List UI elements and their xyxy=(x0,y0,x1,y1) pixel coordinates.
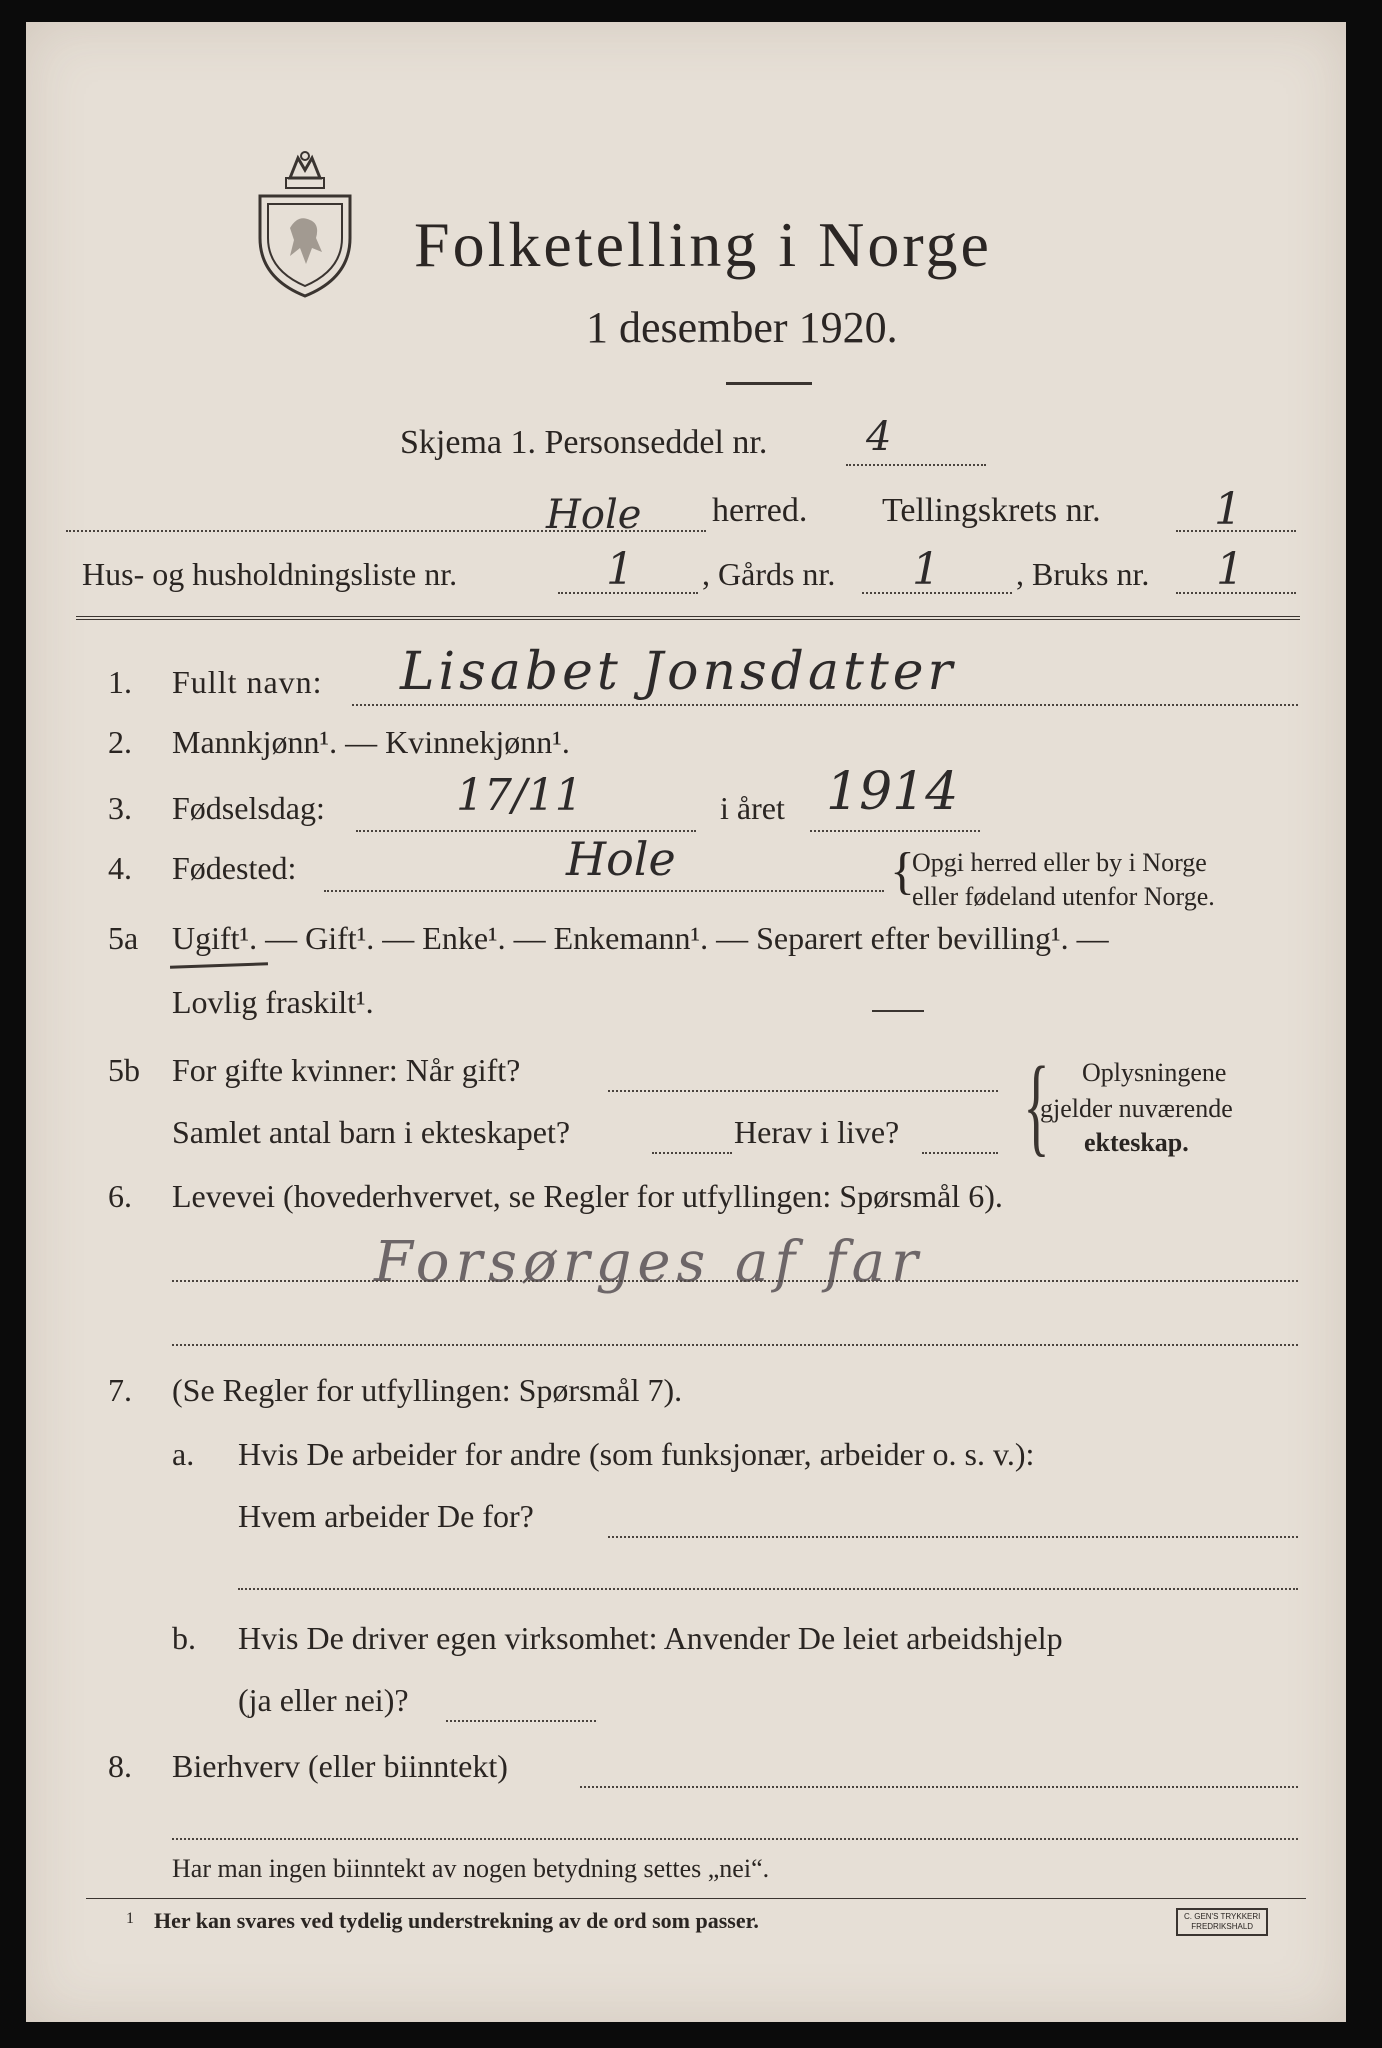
q4-label: Fødested: xyxy=(172,850,297,886)
q2-label: Mannkjønn¹. — Kvinnekjønn¹. xyxy=(172,724,570,760)
q2-number: 2. xyxy=(108,724,132,760)
q5a-dash-mark xyxy=(872,1010,924,1012)
q6-line1 xyxy=(172,1280,1298,1282)
q5b-married-line xyxy=(608,1090,998,1092)
title-divider xyxy=(726,382,812,385)
q3-label: Fødselsdag: xyxy=(172,790,325,826)
q3-year-label: i året xyxy=(720,790,785,826)
q7a-line1: Hvis De arbeider for andre (som funksjonær, arbeider o. s. v.): xyxy=(238,1436,1035,1472)
schema-label: Skjema 1. Personseddel nr. xyxy=(400,424,768,461)
herred-value: Hole xyxy=(546,492,642,538)
norway-coat-of-arms-icon xyxy=(250,148,360,298)
footnote-text: Her kan svares ved tydelig understrekning av de ord som passer. xyxy=(154,1908,759,1933)
q5a-line2: Lovlig fraskilt¹. xyxy=(172,984,374,1020)
personseddel-line xyxy=(846,464,986,466)
q5b-children-line xyxy=(652,1152,732,1154)
printer-stamp xyxy=(1176,1908,1268,1936)
q6-number: 6. xyxy=(108,1178,132,1214)
q7b-line xyxy=(446,1720,596,1722)
header-double-rule xyxy=(76,616,1300,620)
q6-line2 xyxy=(172,1344,1298,1346)
q1-label: Fullt navn: xyxy=(172,664,323,700)
q3-date-value: 17/11 xyxy=(456,770,583,821)
q4-note-bracket: { xyxy=(890,843,915,900)
printer-stamp-line2: FREDRIKSHALD xyxy=(1191,1922,1254,1931)
q3-number: 3. xyxy=(108,790,132,826)
printer-stamp-line1: C. GEN'S TRYKKERI xyxy=(1184,1912,1261,1921)
q8-number: 8. xyxy=(108,1748,132,1784)
q8-line1 xyxy=(580,1786,1298,1788)
q5b-note-line1: Oplysningene xyxy=(1082,1058,1227,1087)
q4-note-line2: eller fødeland utenfor Norge. xyxy=(912,882,1215,911)
bruks-label: , Bruks nr. xyxy=(1016,556,1150,592)
q5b-alive-label: Herav i live? xyxy=(734,1114,900,1150)
q1-name-value: Lisabet Jonsdatter xyxy=(400,642,957,702)
q3-year-line xyxy=(810,830,980,832)
footnote-rule xyxy=(86,1898,1306,1899)
q7a-line2: Hvem arbeider De for? xyxy=(238,1498,534,1534)
footnote-mark: 1 xyxy=(126,1910,134,1927)
gards-value: 1 xyxy=(912,544,940,595)
q5b-children-label: Samlet antal barn i ekteskapet? xyxy=(172,1114,571,1150)
q5b-line1: For gifte kvinner: Når gift? xyxy=(172,1052,521,1088)
q5b-alive-line xyxy=(922,1152,998,1154)
q7b-letter: b. xyxy=(172,1620,196,1656)
q5a-line1: Ugift¹. — Gift¹. — Enke¹. — Enkemann¹. — Separert efter bevilling¹. — xyxy=(172,920,1109,956)
q5b-note-brace: { xyxy=(1023,1044,1050,1166)
q7a-line xyxy=(608,1536,1298,1538)
tellingskrets-value: 1 xyxy=(1214,484,1242,535)
husholdningsliste-label: Hus- og husholdningsliste nr. xyxy=(82,556,458,592)
q8-line2 xyxy=(172,1838,1298,1840)
q8-label: Bierhverv (eller biinntekt) xyxy=(172,1748,508,1784)
q7-label: (Se Regler for utfyllingen: Spørsmål 7). xyxy=(172,1372,683,1408)
bruks-value: 1 xyxy=(1216,544,1244,595)
personseddel-number: 4 xyxy=(866,414,892,460)
q4-value: Hole xyxy=(566,832,676,886)
q3-year-value: 1914 xyxy=(826,762,959,822)
q5b-number: 5b xyxy=(108,1052,140,1088)
gards-label: , Gårds nr. xyxy=(702,556,836,592)
q7a-letter: a. xyxy=(172,1436,195,1472)
q5a-number: 5a xyxy=(108,920,139,956)
q5b-note-line3: ekteskap. xyxy=(1084,1128,1189,1157)
q6-label: Levevei (hovederhvervet, se Regler for utfyllingen: Spørsmål 6). xyxy=(172,1178,1003,1214)
census-form xyxy=(26,22,1346,2022)
q8-note: Har man ingen biinntekt av nogen betydning settes „nei“. xyxy=(172,1854,770,1883)
herred-label: herred. xyxy=(712,492,808,529)
q1-number: 1. xyxy=(108,664,132,700)
q5b-note-line2: gjelder nuværende xyxy=(1040,1094,1233,1123)
q7b-line2: (ja eller nei)? xyxy=(238,1682,409,1718)
q4-number: 4. xyxy=(108,850,132,886)
q4-line xyxy=(324,890,884,892)
census-date: 1 desember 1920. xyxy=(586,303,898,352)
q7b-line1: Hvis De driver egen virksomhet: Anvender De leiet arbeidshjelp xyxy=(238,1620,1063,1656)
q7-number: 7. xyxy=(108,1372,132,1408)
q4-note-line1: Opgi herred eller by i Norge xyxy=(912,848,1207,877)
ugift-underline xyxy=(170,962,268,968)
q1-line xyxy=(352,704,1298,706)
q6-value: Forsørges af far xyxy=(374,1230,924,1295)
tellingskrets-label: Tellingskrets nr. xyxy=(882,492,1101,529)
form-title: Folketelling i Norge xyxy=(414,209,992,280)
q7a-line-extra xyxy=(238,1588,1298,1590)
husholdningsliste-value: 1 xyxy=(606,544,634,595)
